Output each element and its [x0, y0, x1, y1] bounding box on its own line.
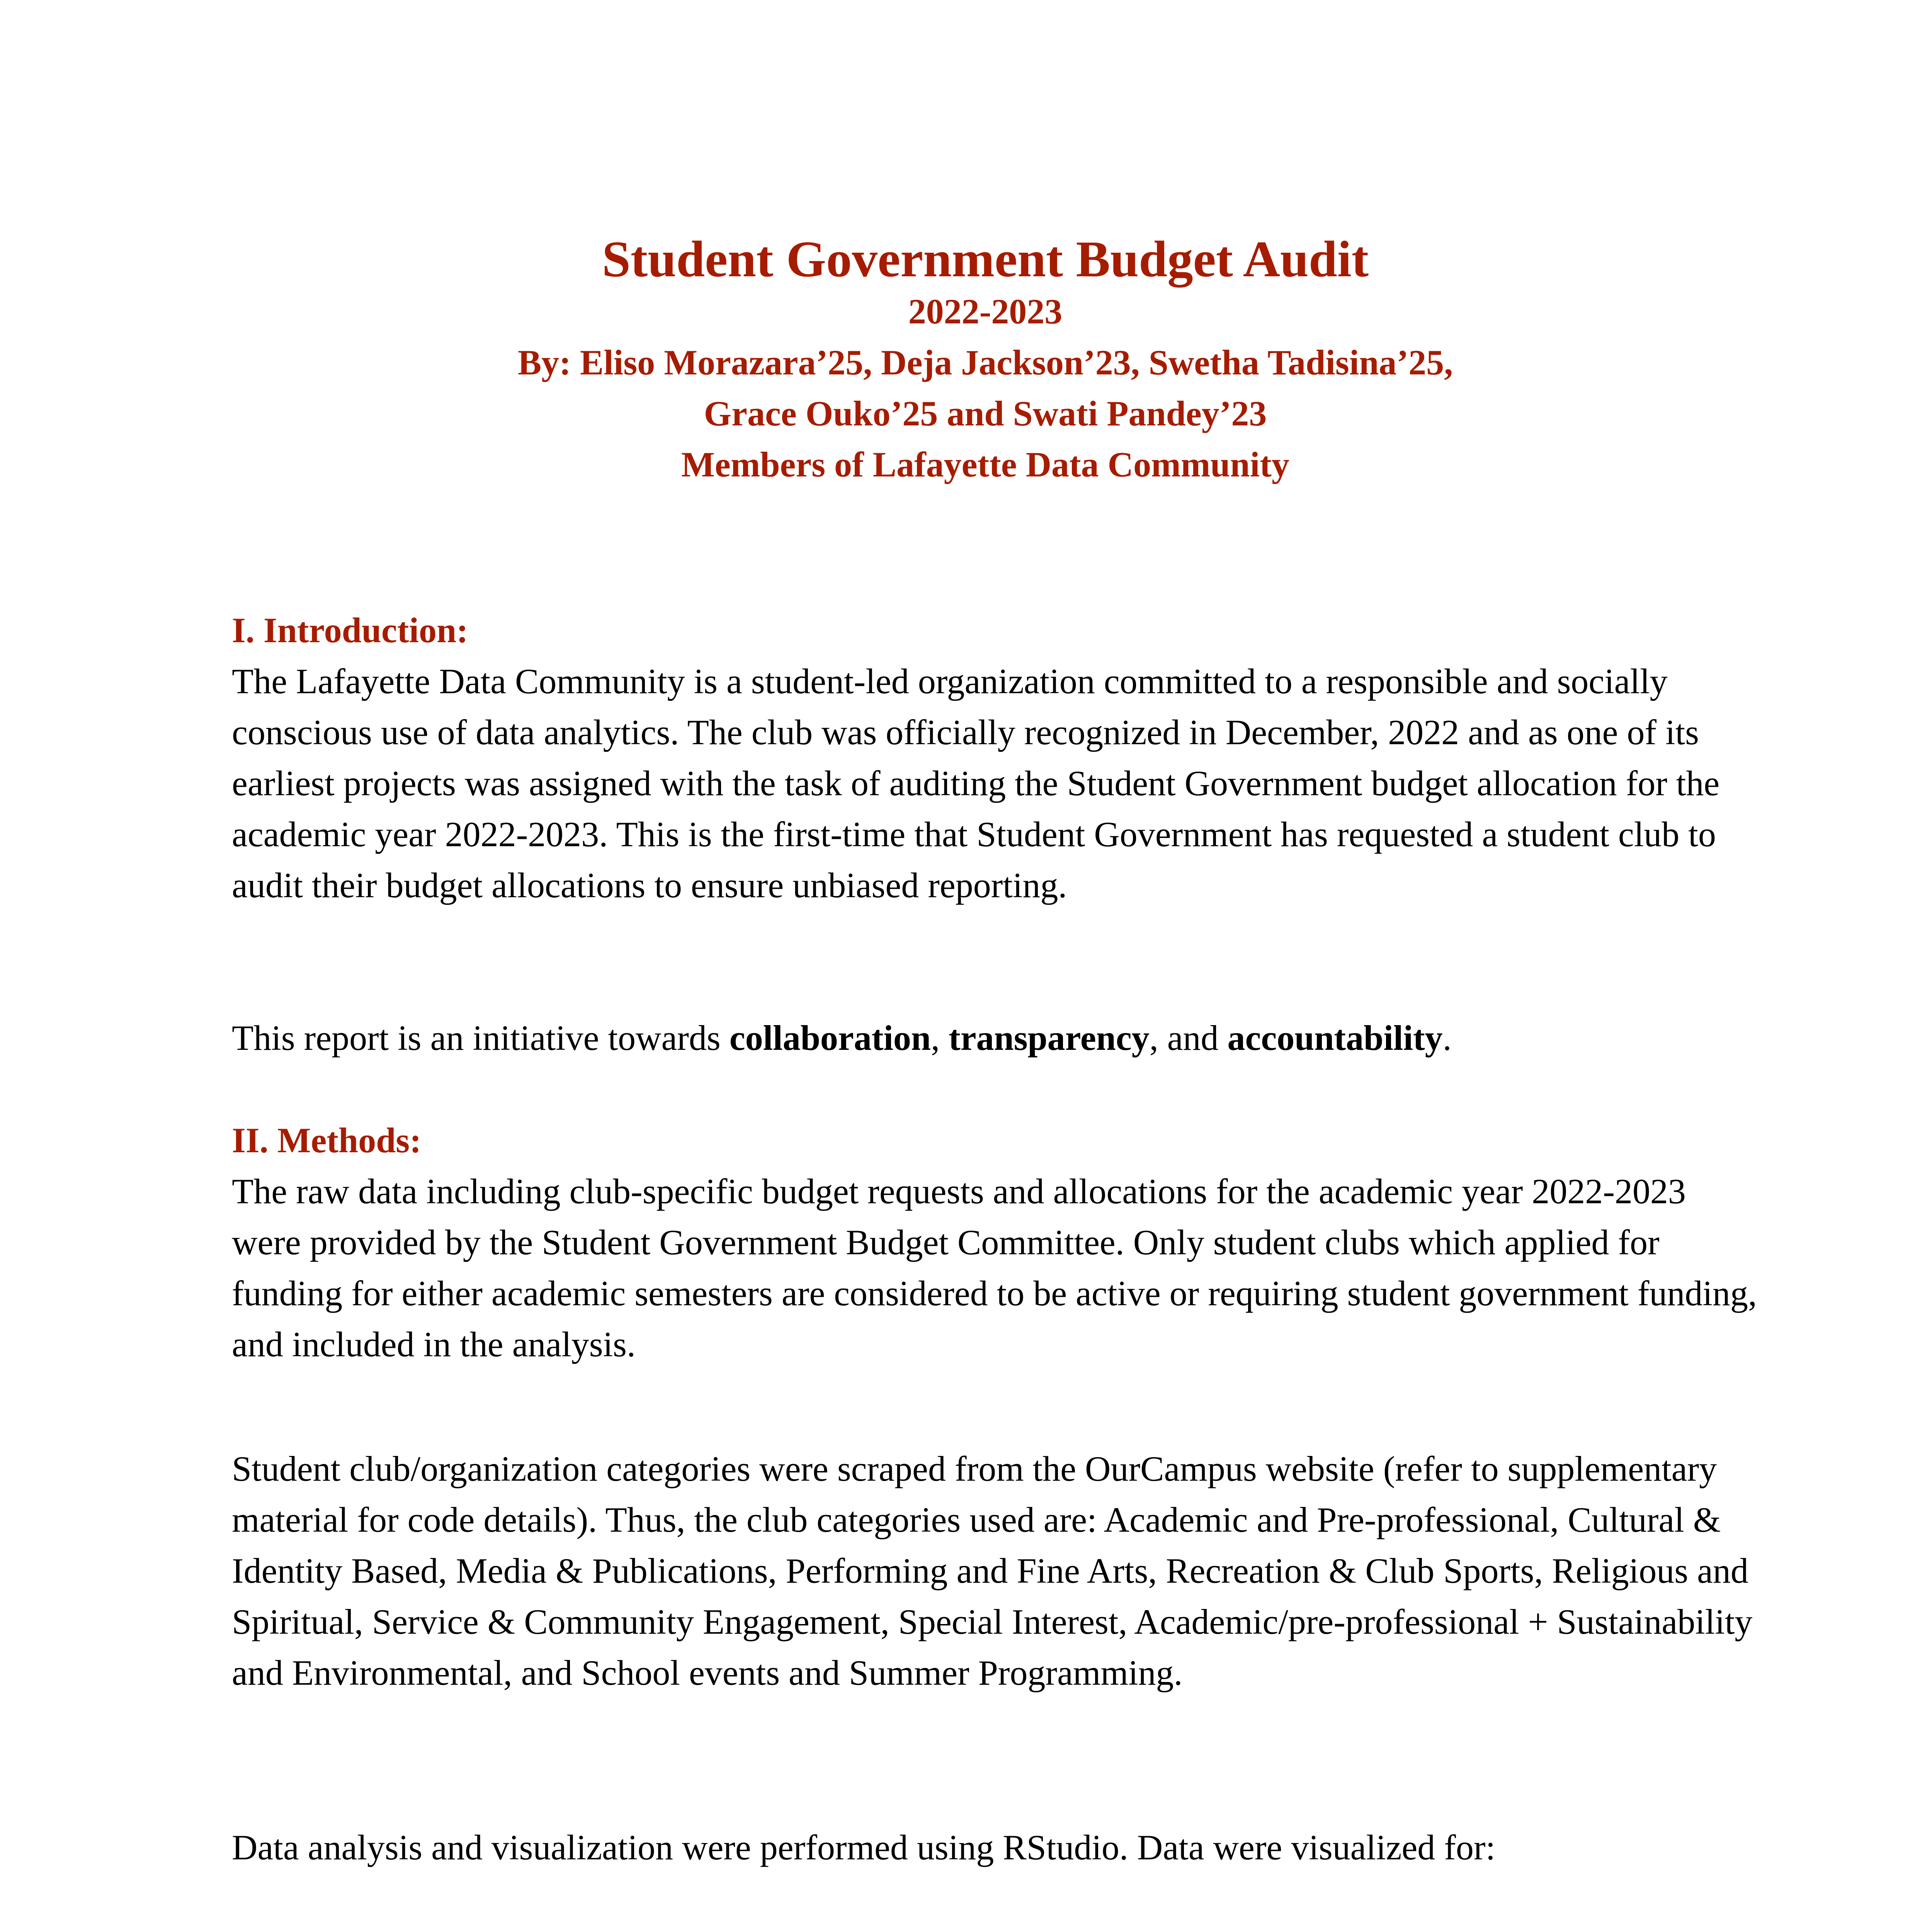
methods-paragraph-1: The raw data including club-specific budget requests and allocations for the academic year 2022-2023 were provided by the Student Government Budget Committee. Only student clubs which applied for funding for either academic semesters are considered to be active or requiring student government funding, and included in the analysis.: [232, 1172, 1757, 1364]
methods-paragraph-3: Data analysis and visualization were performed using RStudio. Data were visualized for:: [232, 1828, 1496, 1867]
methods-heading: II. Methods:: [232, 1121, 422, 1160]
sentence-end: .: [1442, 1018, 1452, 1058]
term-accountability: accountability: [1227, 1018, 1443, 1058]
introduction-paragraph: The Lafayette Data Community is a student-led organization committed to a responsible and socially conscious use of data analytics. The club was officially recognized in December, 2022 and as one of its earliest projects was assigned with the task of auditing the Student Government budget allocation for the academic year 2022-2023. This is the first-time that Student Government has requested a student club to audit their budget allocations to ensure unbiased reporting.: [232, 662, 1720, 905]
document-year: 2022-2023: [908, 292, 1063, 331]
separator-2: , and: [1149, 1018, 1228, 1058]
introduction-heading: I. Introduction:: [232, 611, 468, 650]
initiative-sentence: [232, 1012, 1758, 1063]
term-collaboration: collaboration: [729, 1018, 931, 1058]
separator-1: ,: [931, 1018, 949, 1058]
affiliation: Members of Lafayette Data Community: [681, 445, 1289, 484]
authors-line-2: Grace Ouko’25 and Swati Pandey’23: [704, 394, 1267, 433]
initiative-prefix: This report is an initiative towards: [232, 1018, 730, 1058]
methods-paragraph-2: Student club/organization categories were scraped from the OurCampus website (refer to supplementary material for code details). Thus, the club categories used are: Academic and Pre-professional, Cultural & Identity Based, Media & Publications, Performing and Fine Arts, Recreation & Club Sports, Religious and Spiritual, Service & Community Engagement, Special Interest, Academic/pre-professional + Sustainability and Environmental, and School events and Summer Programming.: [232, 1449, 1753, 1692]
authors-line-1: By: Eliso Morazara’25, Deja Jackson’23, Swetha Tadisina’25,: [517, 343, 1453, 382]
document-title: Student Government Budget Audit: [602, 230, 1369, 287]
document-header: [0, 232, 1932, 490]
term-transparency: transparency: [949, 1018, 1150, 1058]
